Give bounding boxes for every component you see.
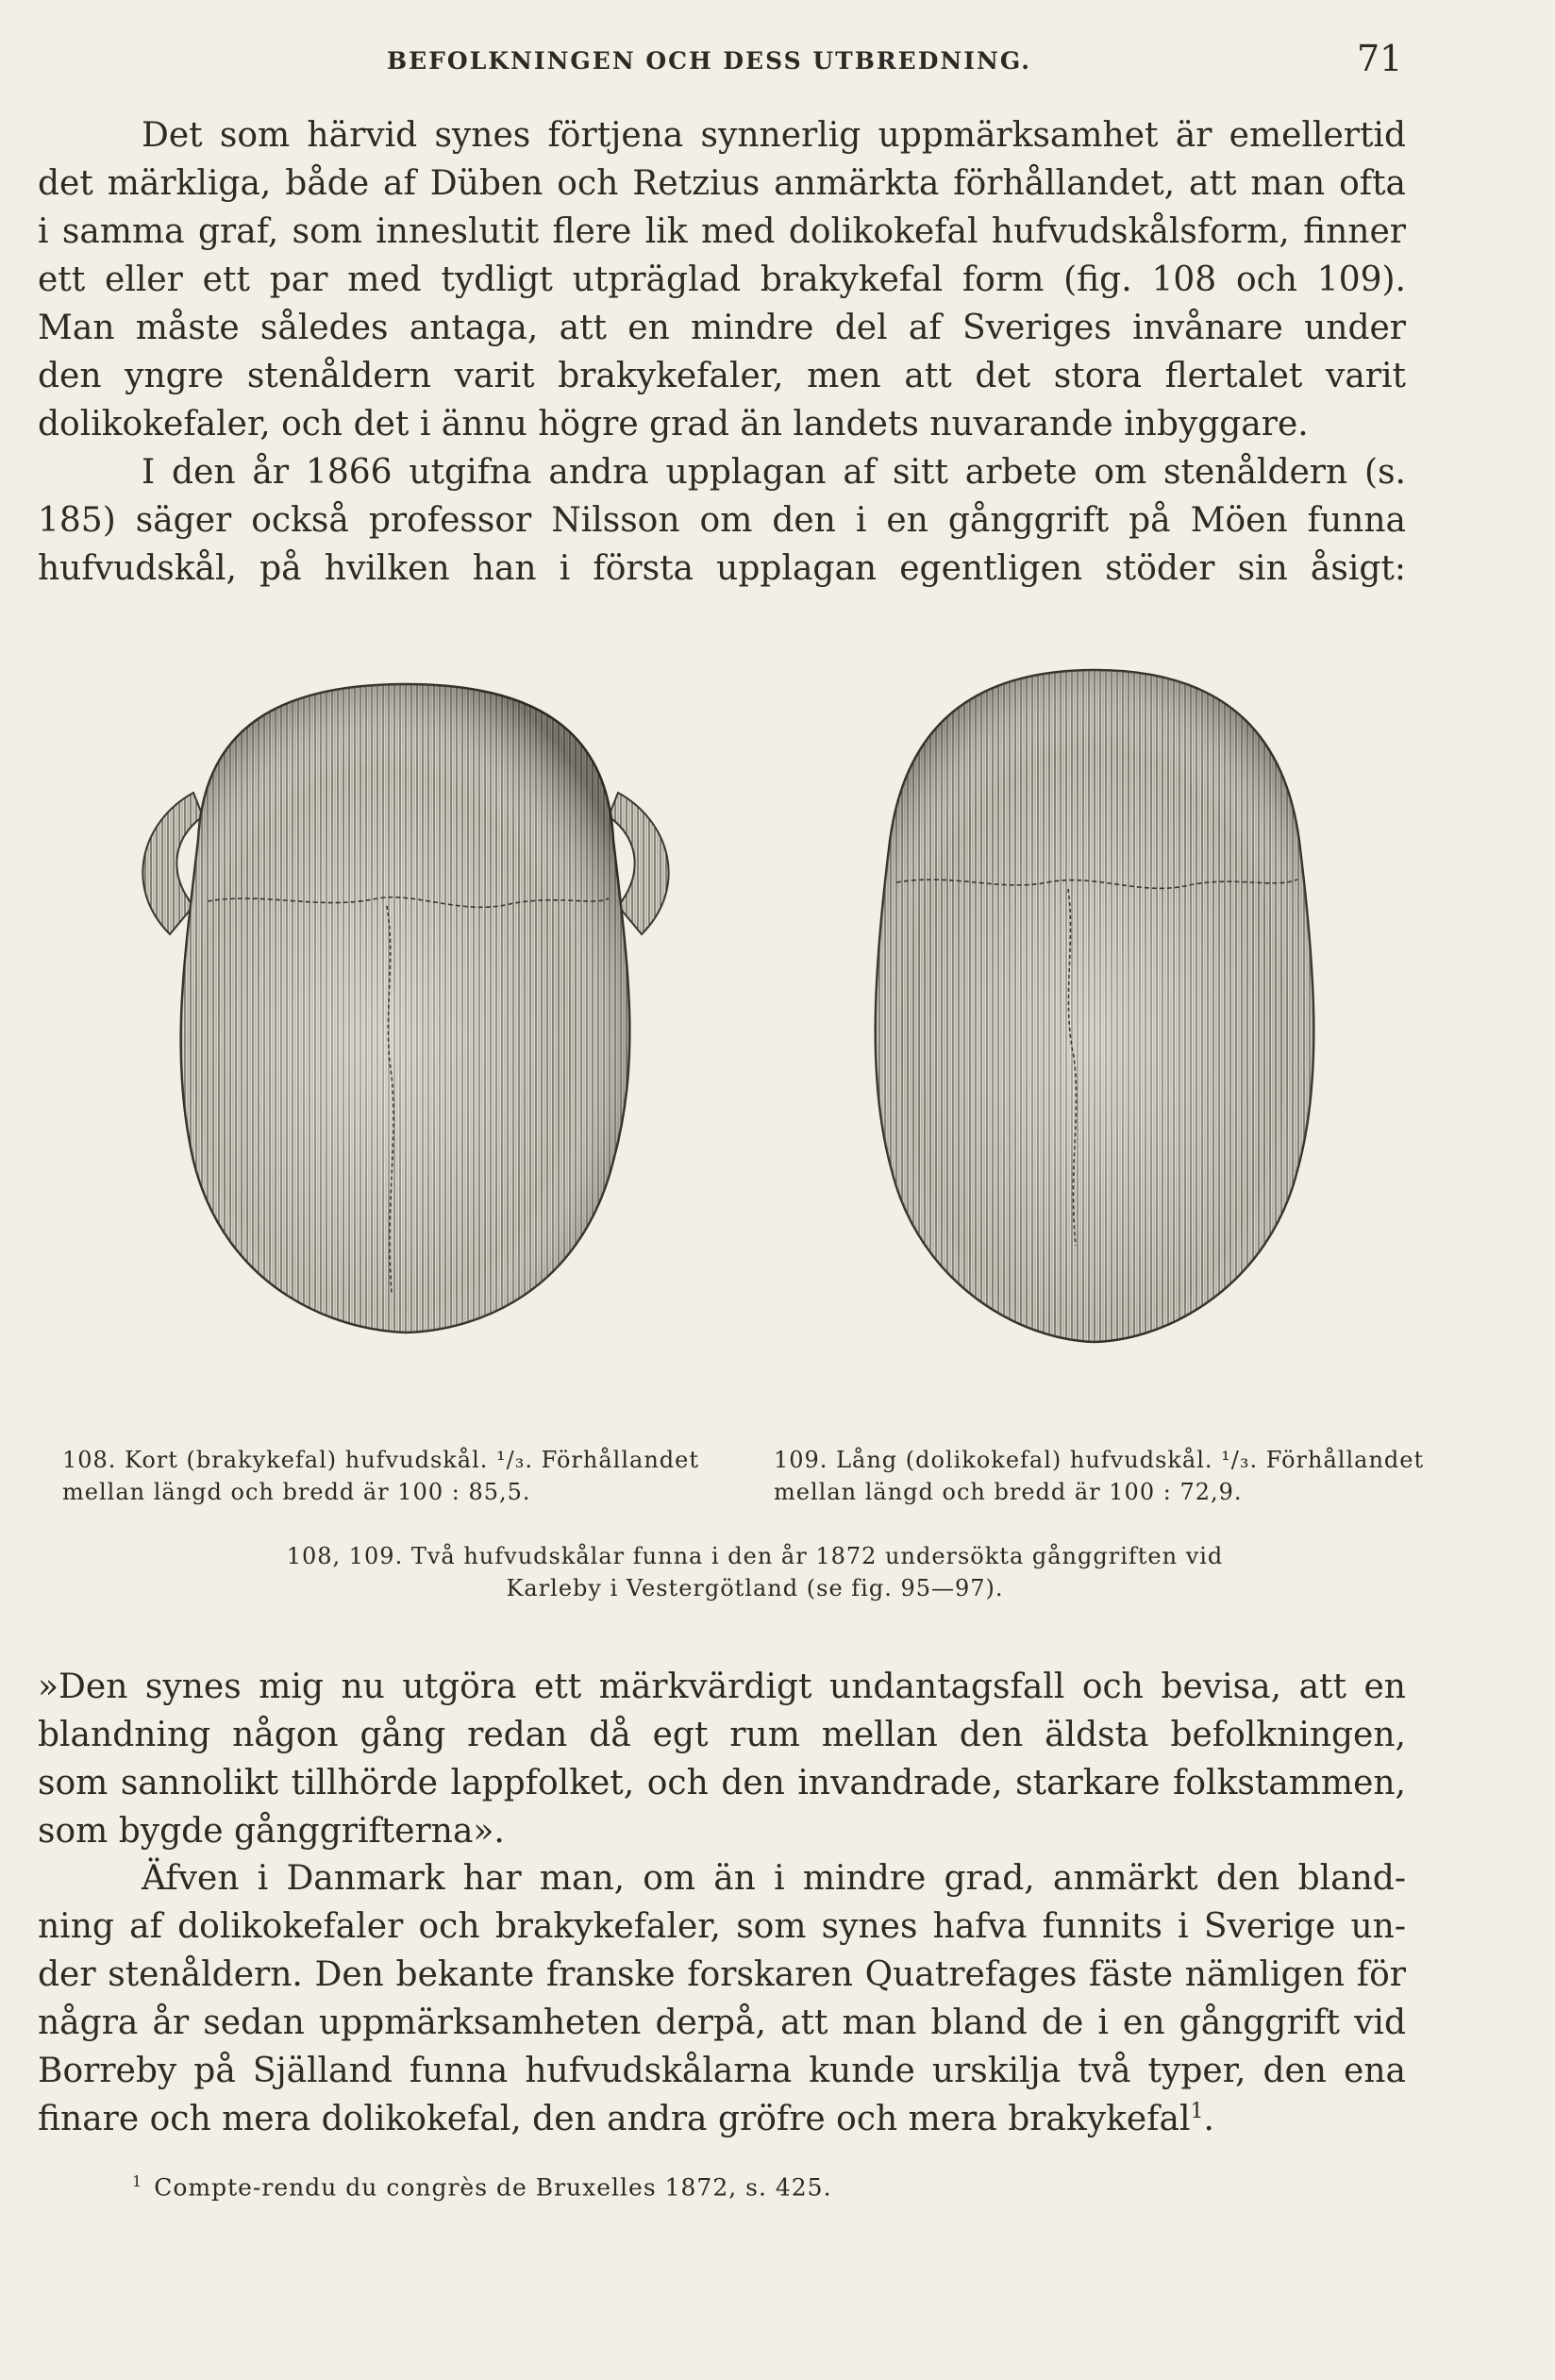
paragraph-1 [38,111,1406,593]
paragraph-3-line: blandning någon gång redan då egt rum mellan den äldsta befolkningen, [38,1716,1406,1754]
paragraph-3-line: som bygde gånggrifterna». [38,1812,505,1851]
paragraph-2-line: I den år 1866 utgifna andra upplagan af sitt arbete om stenåldern (s. [142,453,1406,492]
figures-joint-caption [189,1540,1321,1604]
footnote-mark: 1 [132,2172,143,2190]
running-head [0,38,1555,94]
skull-109-illustration [821,642,1368,1359]
joint-caption-line: Karleby i Vestergötland (se fig. 95—97). [506,1575,1004,1601]
paragraph-4-line: der stenåldern. Den bekante franske forskaren Quatrefages fäste nämligen för [38,1955,1406,1994]
paragraph-1-line: dolikokefaler, och det i ännu högre grad än landets nuvarande inbyggare. [38,405,1309,444]
paragraph-3-line: som sannolikt tillhörde lappfolket, och den invandrade, starkare folkstammen, [38,1764,1406,1802]
skull-108-illustration [104,651,708,1349]
paragraph-3 [38,1663,1406,1855]
figure-108-caption: 108. Kort (brakykefal) hufvudskål. ¹/₃. Förhållandet mellan längd och bredd är 100 : 85,5. [62,1447,699,1505]
paragraph-4-line: Borreby på Själland funna hufvudskålarna kunde urskilja två typer, den ena [38,2052,1406,2090]
paragraph-1-line: den yngre stenåldern varit brakykefaler, men att det stora flertalet varit [38,357,1406,395]
paragraph-4-line: Äfven i Danmark har man, om än i mindre grad, anmärkt den bland- [142,1859,1406,1898]
footnote-reference[interactable]: 1 [1190,2100,1204,2123]
paragraph-1-line: i samma graf, som inneslutit flere lik med dolikokefal hufvudskålsform, finner [38,212,1406,251]
running-title: BEFOLKNINGEN OCH DESS UTBREDNING. [387,47,1031,75]
footnote [132,2172,832,2201]
paragraph-1-line: Man måste således antaga, att en mindre del af Sveriges invånare under [38,309,1406,347]
paragraph-3-line: »Den synes mig nu utgöra ett märkvärdigt undantagsfall och bevisa, att en [38,1668,1406,1706]
footnote-text: Compte-rendu du congrès de Bruxelles 1872, s. 425. [154,2173,832,2202]
figure-area [94,651,1453,1368]
paragraph-2-line: hufvudskål, på hvilken han i första upplagan egentligen stöder sin åsigt: [38,549,1406,588]
paragraph-1-line: ett eller ett par med tydligt utpräglad brakykefal form (fig. 108 och 109). [38,260,1406,299]
paragraph-4-last-line: finare och mera dolikokefal, den andra gröfre och mera brakykefal$^1$. [38,2100,1214,2138]
paragraph-1-line: Det som härvid synes förtjena synnerlig uppmärksamhet är emellertid [142,116,1406,155]
paragraph-4 [38,1854,1406,2143]
page-number: 71 [1357,38,1403,79]
paragraph-2-line: 185) säger också professor Nilsson om den i en gånggrift på Möen funna [38,501,1406,540]
paragraph-4-line: ning af dolikokefaler och brakykefaler, som synes hafva funnits i Sverige un- [38,1907,1406,1946]
paragraph-4-line: finare och mera dolikokefal, den andra gröfre och mera brakykefal [38,2100,1191,2138]
joint-caption-line: 108, 109. Två hufvudskålar funna i den år 1872 undersökta gånggriften vid [286,1543,1224,1569]
paragraph-1-line: det märkliga, både af Düben och Retzius anmärkta förhållandet, att man ofta [38,164,1406,203]
paragraph-4-line: några år sedan uppmärksamheten derpå, att man bland de i en gånggrift vid [38,2003,1406,2042]
figure-109-caption: 109. Lång (dolikokefal) hufvudskål. ¹/₃. Förhållandet mellan längd och bredd är 100 : 72,9. [774,1447,1425,1505]
